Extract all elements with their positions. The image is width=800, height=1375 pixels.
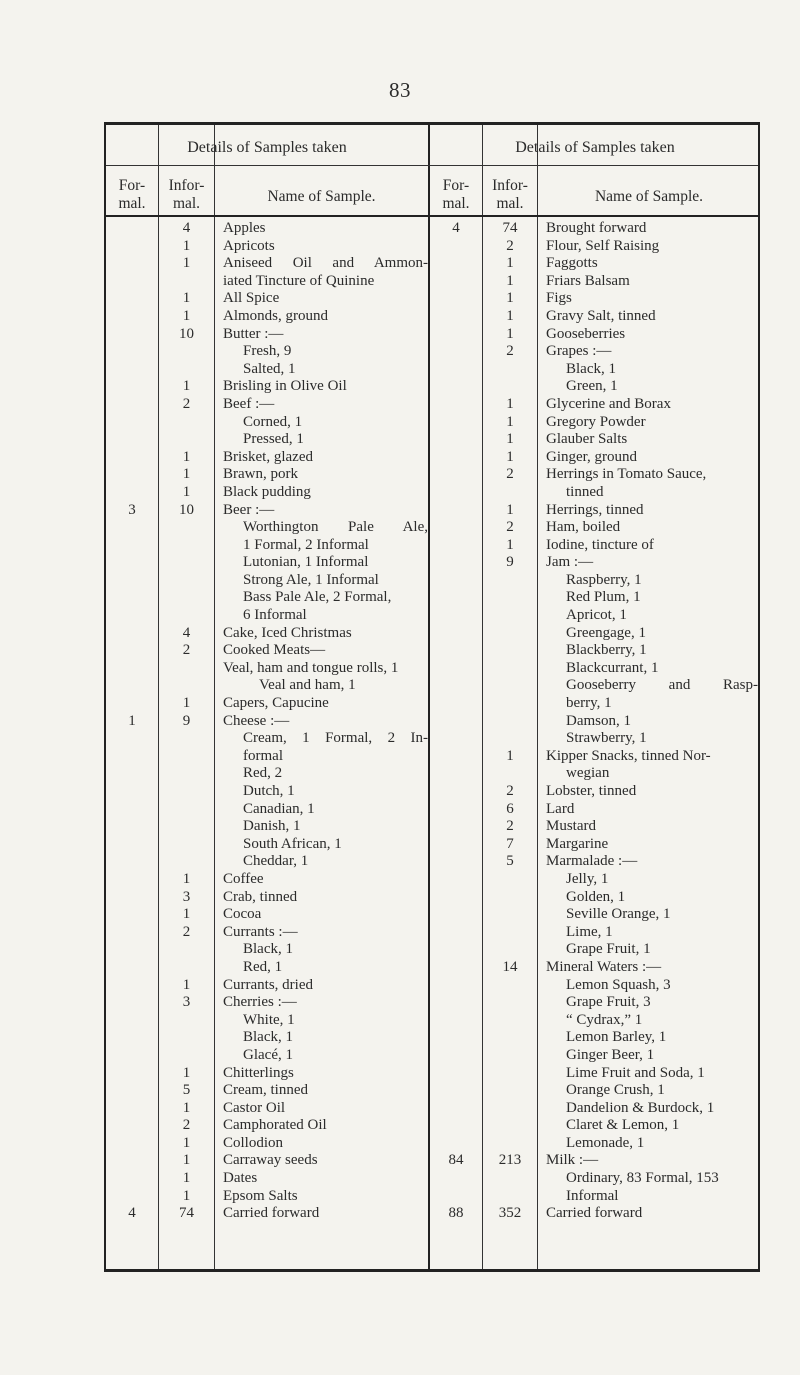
left-informal-count: 1 [182,448,191,465]
table-row [106,589,758,607]
table-row [106,273,758,291]
table-row [106,431,758,449]
left-sample-name: iated Tincture of Quinine [223,272,375,289]
table-row [106,1205,758,1223]
left-sample-name: Glacé, 1 [243,1046,293,1063]
table-row [106,959,758,977]
right-sample-name: Lime Fruit and Soda, 1 [566,1064,705,1081]
table-row [106,238,758,256]
left-sample-name: White, 1 [243,1011,295,1028]
right-sample-name: Jelly, 1 [566,870,609,887]
table-row [106,449,758,467]
right-informal-count: 9 [506,554,514,571]
right-informal-count: 1 [506,536,514,553]
right-informal-count: 74 [502,220,518,236]
left-sample-name: Capers, Capucine [223,695,329,712]
right-informal-count: 1 [506,307,514,324]
right-sample-name: Ham, boiled [546,519,621,536]
left-sample-name: Epsom Salts [223,1187,298,1204]
left-sample-name: formal [243,747,283,764]
table-row [106,1065,758,1083]
right-sample-name: “ Cydrax,” 1 [566,1011,643,1028]
left-informal-count: 1 [182,255,191,272]
right-sample-name: Gravy Salt, tinned [546,307,656,324]
right-sample-name: Glycerine and Borax [546,395,671,412]
left-sample-name: Lutonian, 1 Informal [243,554,369,571]
left-sample-name: 1 Formal, 2 Informal [243,536,369,553]
left-informal-count: 3 [182,994,191,1011]
left-sample-name: Cream, 1 Formal, 2 In- [243,730,428,747]
left-sample-name: Aniseed Oil and Ammon- [223,255,428,272]
right-sample-name: Grapes :— [546,343,612,360]
left-informal-count: 1 [182,906,191,923]
left-sample-name: Cheese :— [223,712,290,729]
right-sample-name: Herrings, tinned [546,501,644,518]
right-informal-count: 7 [506,835,514,852]
left-sample-name: Pressed, 1 [243,431,304,448]
table-row [106,572,758,590]
left-informal-count: 4 [182,220,191,236]
table-row [106,730,758,748]
left-sample-name: Red, 1 [243,958,283,975]
right-informal-count: 213 [498,1152,522,1169]
left-informal-count: 9 [182,712,191,729]
right-sample-name: Mustard [546,818,596,835]
left-sample-name: Veal, ham and tongue rolls, 1 [223,659,399,676]
left-sample-name: Danish, 1 [243,818,301,835]
right-sample-name: wegian [566,765,610,782]
left-informal-count: 2 [182,642,191,659]
right-sample-name: Claret & Lemon, 1 [566,1117,680,1134]
table-row [106,941,758,959]
right-sample-name: Figs [546,290,572,307]
table-row [106,1152,758,1170]
left-sample-name: Cooked Meats— [223,642,326,659]
right-sample-name: Milk :— [546,1152,599,1169]
right-informal-count: 2 [506,466,514,483]
right-sample-name: Lemon Barley, 1 [566,1029,667,1046]
left-informal-count: 10 [179,325,194,342]
table-row [106,1117,758,1135]
left-sample-name: Brisling in Olive Oil [223,378,347,395]
right-sample-name: Lobster, tinned [546,783,637,799]
table-row [106,1135,758,1153]
left-informal-count: 1 [182,1170,191,1187]
table-row [106,1047,758,1065]
table-row [106,994,758,1012]
left-sample-name: Apples [223,220,266,236]
right-informal-count: 2 [506,343,514,360]
right-sample-name: Golden, 1 [566,888,626,905]
right-sample-name: Gregory Powder [546,413,646,430]
table-row [106,484,758,502]
table-row [106,783,758,801]
table-row [106,502,758,520]
left-informal-count: 1 [182,1187,191,1204]
left-informal-count: 1 [182,483,191,500]
left-sample-name: Collodion [223,1134,284,1151]
right-informal-count: 2 [506,237,514,254]
right-sample-name: Strawberry, 1 [566,730,647,747]
table-row [106,326,758,344]
left-informal-count: 1 [182,1152,191,1169]
right-sample-name: Ordinary, 83 Formal, 153 [566,1170,719,1187]
right-sample-name: Dandelion & Burdock, 1 [566,1099,715,1116]
table-row [106,378,758,396]
table-row [106,343,758,361]
right-formal-count: 84 [448,1152,464,1169]
left-informal-count: 1 [182,466,191,483]
left-sample-name: Almonds, ground [223,307,328,324]
right-sample-name: Black, 1 [566,360,616,377]
left-informal-count: 1 [182,1134,191,1151]
right-sample-name: Informal [566,1187,619,1204]
table-row [106,1188,758,1206]
left-sample-name: Brisket, glazed [223,448,313,465]
table-body [106,220,758,1223]
table-row [106,924,758,942]
right-sample-name: Lard [546,800,575,817]
left-informal-count: 1 [182,290,191,307]
left-informal-count: 1 [182,1099,191,1116]
left-sample-name: Beer :— [223,501,275,518]
section-title-right: Details of Samples taken [515,139,675,156]
left-sample-name: Corned, 1 [243,413,303,430]
right-sample-name: Brought forward [546,220,647,236]
header-rule [106,215,758,217]
table-row [106,818,758,836]
left-sample-name: Red, 2 [243,765,283,782]
right-informal-count: 1 [506,448,514,465]
page-number: 83 [389,78,411,102]
table-row [106,977,758,995]
right-sample-name: Ginger, ground [546,448,638,465]
table-row [106,537,758,555]
left-sample-name: Black pudding [223,483,311,500]
left-sample-name: Brawn, pork [223,466,298,483]
right-sample-name: Lime, 1 [566,923,613,940]
right-informal-count: 1 [506,255,514,272]
left-formal-count: 3 [128,501,136,518]
left-informal-count: 1 [182,870,191,887]
table-row [106,713,758,731]
table-row [106,677,758,695]
left-sample-name: Butter :— [223,325,284,342]
left-sample-name: Salted, 1 [243,360,296,377]
left-sample-name: Black, 1 [243,1029,293,1046]
right-sample-name: Greengage, 1 [566,624,646,641]
left-sample-name: Castor Oil [223,1099,286,1116]
left-sample-name: Fresh, 9 [243,343,292,360]
table-row [106,642,758,660]
left-informal-count: 74 [179,1205,194,1222]
right-sample-name: Glauber Salts [546,431,628,448]
right-sample-name: Grape Fruit, 1 [566,941,651,958]
left-sample-name: Carraway seeds [223,1152,318,1169]
table-row [106,853,758,871]
left-informal-count: 1 [182,976,191,993]
right-formal-count: 4 [452,220,460,236]
right-sample-name: Lemonade, 1 [566,1134,645,1151]
header-informal-left: Infor- mal. [168,177,205,212]
left-sample-name: Chitterlings [223,1064,294,1081]
table-row [106,414,758,432]
left-informal-count: 1 [182,695,191,712]
section-title-left: Details of Samples taken [187,139,347,156]
left-informal-count: 4 [182,624,191,641]
table-row [106,765,758,783]
table-row [106,1012,758,1030]
table-row [106,836,758,854]
left-informal-count: 1 [182,378,191,395]
samples-table [104,122,760,1272]
table-row [106,308,758,326]
right-sample-name: Herrings in Tomato Sauce, [546,466,707,483]
left-informal-count: 2 [182,395,191,412]
table-row [106,1029,758,1047]
right-informal-count: 5 [506,853,514,870]
table-row [106,625,758,643]
right-sample-name: Flour, Self Raising [546,237,660,254]
table-row [106,889,758,907]
right-sample-name: Kipper Snacks, tinned Nor- [546,747,711,764]
left-sample-name: Strong Ale, 1 Informal [243,571,379,588]
left-sample-name: Carried forward [223,1205,320,1222]
right-sample-name: Faggotts [546,255,598,272]
left-sample-name: Dates [223,1170,258,1187]
header-formal-right: For- mal. [442,177,470,212]
right-sample-name: Damson, 1 [566,712,631,729]
right-sample-name: Blackcurrant, 1 [566,659,659,676]
right-informal-count: 6 [506,800,514,817]
right-sample-name: Red Plum, 1 [566,589,641,606]
right-sample-name: berry, 1 [566,695,612,712]
right-sample-name: Green, 1 [566,378,618,395]
right-sample-name: Friars Balsam [546,272,630,289]
right-sample-name: Gooseberries [546,325,626,342]
left-informal-count: 10 [179,501,194,518]
right-informal-count: 1 [506,325,514,342]
right-sample-name: Mineral Waters :— [546,958,662,975]
header-informal-right: Infor- mal. [492,177,528,212]
right-informal-count: 2 [506,818,514,835]
left-sample-name: All Spice [223,290,280,307]
left-sample-name: Crab, tinned [223,888,298,905]
left-sample-name: Camphorated Oil [223,1117,327,1134]
left-informal-count: 1 [182,307,191,324]
right-sample-name: Jam :— [546,554,594,571]
left-informal-count: 1 [182,1064,191,1081]
table-row [106,1100,758,1118]
left-sample-name: Black, 1 [243,941,293,958]
left-sample-name: 6 Informal [243,607,307,624]
right-informal-count: 1 [506,431,514,448]
title-rule [106,165,758,166]
left-formal-count: 1 [128,712,136,729]
left-sample-name: Currants :— [223,923,298,940]
header-name-right: Name of Sample. [594,188,704,205]
left-sample-name: Cream, tinned [223,1082,308,1099]
left-sample-name: Currants, dried [223,976,313,993]
table-row [106,255,758,273]
right-informal-count: 2 [506,783,514,799]
left-sample-name: Coffee [223,870,264,887]
left-formal-count: 4 [128,1205,136,1222]
right-informal-count: 1 [506,272,514,289]
table-row [106,906,758,924]
left-sample-name: Bass Pale Ale, 2 Formal, [243,589,392,606]
left-sample-name: Cocoa [223,906,262,923]
table-row [106,361,758,379]
header-formal-left: For- mal. [118,177,146,212]
right-sample-name: Grape Fruit, 3 [566,994,651,1011]
left-sample-name: Dutch, 1 [243,783,295,799]
right-informal-count: 1 [506,747,514,764]
right-sample-name: Lemon Squash, 3 [566,976,671,993]
table-row [106,290,758,308]
right-sample-name: Gooseberry and Rasp- [566,677,758,694]
table-row [106,1170,758,1188]
right-sample-name: Margarine [546,835,609,852]
right-informal-count: 1 [506,395,514,412]
left-informal-count: 5 [182,1082,191,1099]
left-sample-name: Beef :— [223,395,275,412]
right-formal-count: 88 [448,1205,464,1222]
right-informal-count: 14 [502,958,518,975]
right-sample-name: Iodine, tincture of [546,536,654,553]
left-sample-name: Cheddar, 1 [243,853,309,870]
left-sample-name: Cherries :— [223,994,297,1011]
table-row [106,871,758,889]
table-row [106,748,758,766]
right-sample-name: Orange Crush, 1 [566,1082,665,1099]
left-sample-name: Cake, Iced Christmas [223,624,352,641]
table-row [106,554,758,572]
header-name-left: Name of Sample. [267,188,376,205]
table-row [106,801,758,819]
left-informal-count: 2 [182,923,191,940]
table-row [106,695,758,713]
table-row [106,660,758,678]
table-row [106,466,758,484]
table-row [106,1082,758,1100]
right-sample-name: Apricot, 1 [566,607,627,624]
right-sample-name: Carried forward [546,1205,643,1222]
table-row [106,519,758,537]
left-sample-name: Veal and ham, 1 [259,677,356,694]
right-informal-count: 352 [498,1205,522,1222]
left-sample-name: South African, 1 [243,835,342,852]
right-informal-count: 1 [506,413,514,430]
right-sample-name: Marmalade :— [546,853,638,870]
left-sample-name: Apricots [223,237,275,254]
table-row [106,220,758,238]
right-sample-name: Raspberry, 1 [566,571,642,588]
left-informal-count: 3 [182,888,191,905]
right-informal-count: 1 [506,501,514,518]
table-row [106,607,758,625]
table-row [106,396,758,414]
left-informal-count: 2 [182,1117,191,1134]
left-sample-name: Canadian, 1 [243,800,315,817]
left-sample-name: Worthington Pale Ale, [243,519,428,536]
right-sample-name: Ginger Beer, 1 [566,1046,655,1063]
right-sample-name: Seville Orange, 1 [566,906,671,923]
right-informal-count: 1 [506,290,514,307]
right-sample-name: tinned [566,483,604,500]
left-informal-count: 1 [182,237,191,254]
right-informal-count: 2 [506,519,514,536]
right-sample-name: Blackberry, 1 [566,642,647,659]
